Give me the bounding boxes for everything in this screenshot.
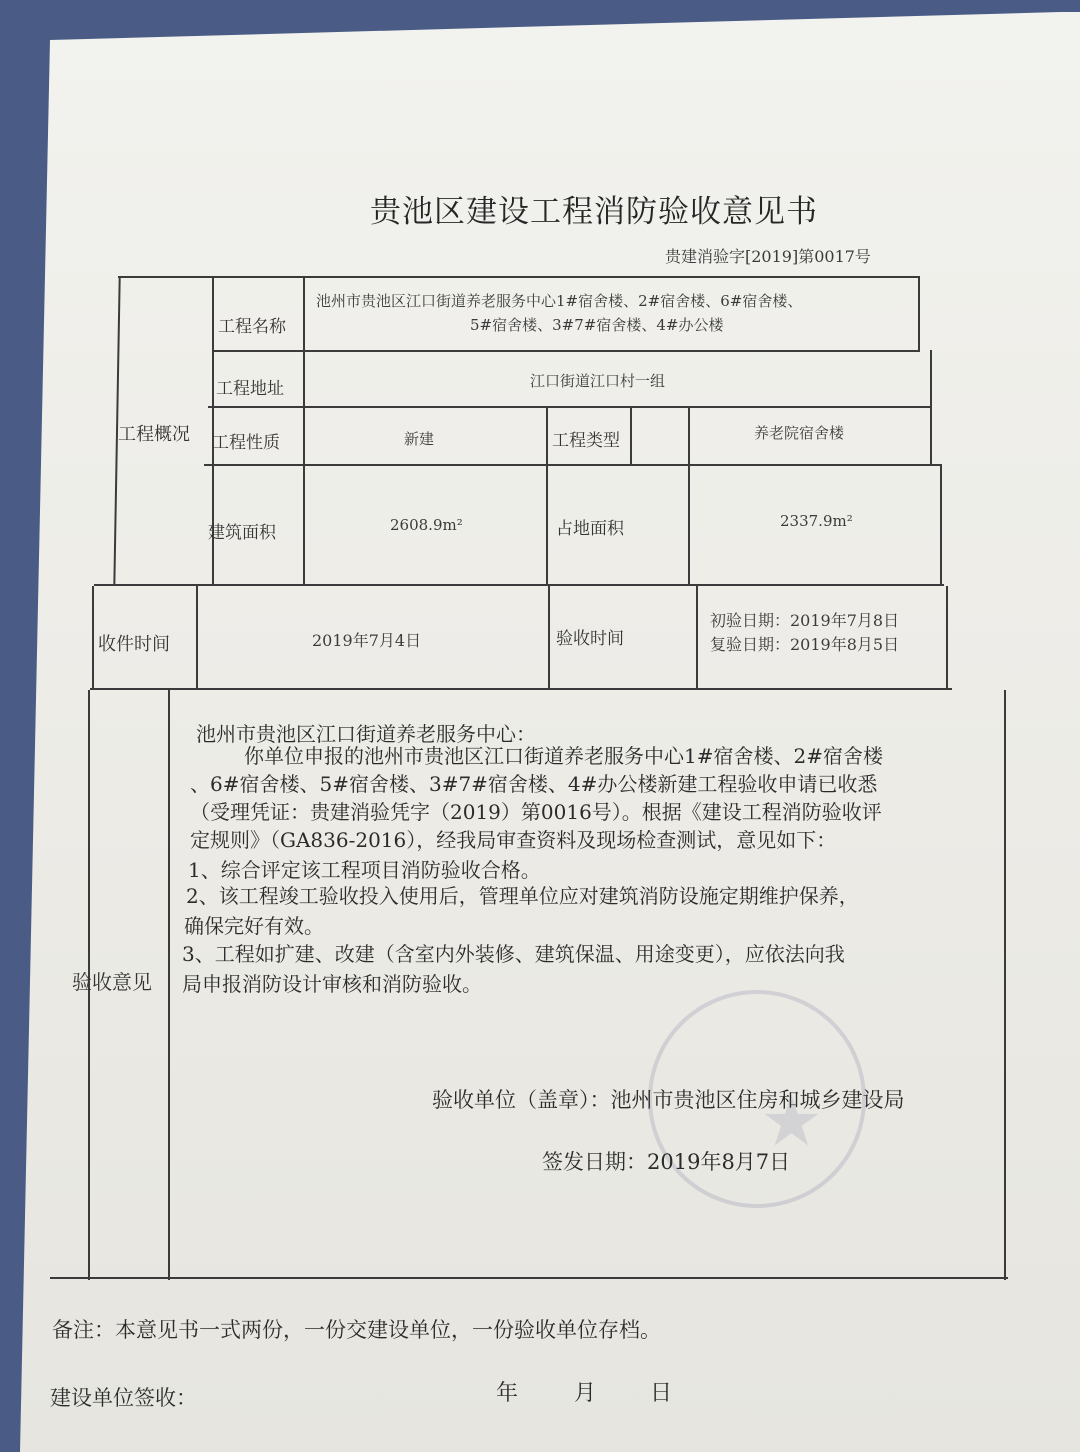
issue-date (542, 1146, 790, 1176)
seal-star-icon: ★ (760, 1080, 823, 1162)
label-project-name: 工程名称 (218, 317, 286, 337)
label-project-overview: 工程概况 (118, 424, 190, 445)
opinion-line-4: 定规则》（GA836-2016），经我局审查资料及现场检查测试，意见如下： (190, 828, 837, 852)
remarks: 备注：本意见书一式两份，一份交建设单位，一份验收单位存档。 (52, 1318, 661, 1342)
acceptance-unit-value: 池州市贵池区住房和城乡建设局 (610, 1088, 905, 1112)
signature-year: 年 (496, 1381, 519, 1406)
label-acceptance-time: 验收时间 (556, 629, 624, 649)
signature-month: 月 (574, 1381, 597, 1406)
opinion-line-2: 、6#宿舍楼、5#宿舍楼、3#7#宿舍楼、4#办公楼新建工程验收申请已收悉 (190, 772, 878, 796)
construction-unit-signature-label: 建设单位签收： (50, 1386, 197, 1410)
opinion-item-3: 3、工程如扩建、改建（含室内外装修、建筑保温、用途变更），应依法向我 (182, 942, 845, 966)
issue-date-label: 签发日期： (542, 1150, 647, 1174)
opinion-line-1: 你单位申报的池州市贵池区江口街道养老服务中心1#宿舍楼、2#宿舍楼 (244, 744, 883, 768)
value-project-type: 养老院宿舍楼 (754, 424, 845, 442)
opinion-item-1: 1、综合评定该工程项目消防验收合格。 (188, 858, 541, 882)
value-receipt-time: 2019年7月4日 (312, 631, 422, 650)
opinion-recipient: 池州市贵池区江口街道养老服务中心： (196, 722, 536, 746)
acceptance-unit-label: 验收单位（盖章）： (432, 1088, 611, 1112)
label-acceptance-opinion: 验收意见 (72, 970, 152, 994)
label-project-address: 工程地址 (216, 379, 284, 399)
value-project-nature: 新建 (404, 430, 435, 448)
opinion-line-3: （受理凭证：贵建消验凭字（2019）第0016号）。根据《建设工程消防验收评 (190, 800, 882, 824)
value-project-address: 江口街道江口村一组 (530, 372, 666, 390)
opinion-item-2: 2、该工程竣工验收投入使用后，管理单位应对建筑消防设施定期维护保养， (186, 884, 859, 908)
label-project-nature: 工程性质 (212, 433, 280, 453)
value-initial-inspection: 初验日期：2019年7月8日 (710, 611, 900, 630)
value-project-name-line2: 5#宿舍楼、3#7#宿舍楼、4#办公楼 (470, 316, 724, 334)
opinion-item-2-cont: 确保完好有效。 (184, 914, 324, 938)
issue-date-value: 2019年8月7日 (647, 1150, 791, 1174)
label-receipt-time: 收件时间 (98, 634, 170, 655)
opinion-item-3-cont: 局申报消防设计审核和消防验收。 (182, 972, 482, 996)
value-building-area: 2608.9m² (390, 516, 463, 534)
signature-day: 日 (650, 1381, 673, 1406)
value-reinspection: 复验日期：2019年8月5日 (710, 635, 900, 654)
value-land-area: 2337.9m² (780, 512, 853, 530)
label-land-area: 占地面积 (556, 519, 624, 539)
page-title: 贵池区建设工程消防验收意见书 (370, 194, 818, 230)
document-number: 贵建消验字[2019]第0017号 (665, 247, 871, 266)
value-project-name-line1: 池州市贵池区江口街道养老服务中心1#宿舍楼、2#宿舍楼、6#宿舍楼、 (316, 292, 803, 310)
label-building-area: 建筑面积 (208, 523, 276, 543)
acceptance-unit (432, 1084, 905, 1114)
label-project-type: 工程类型 (552, 431, 620, 451)
